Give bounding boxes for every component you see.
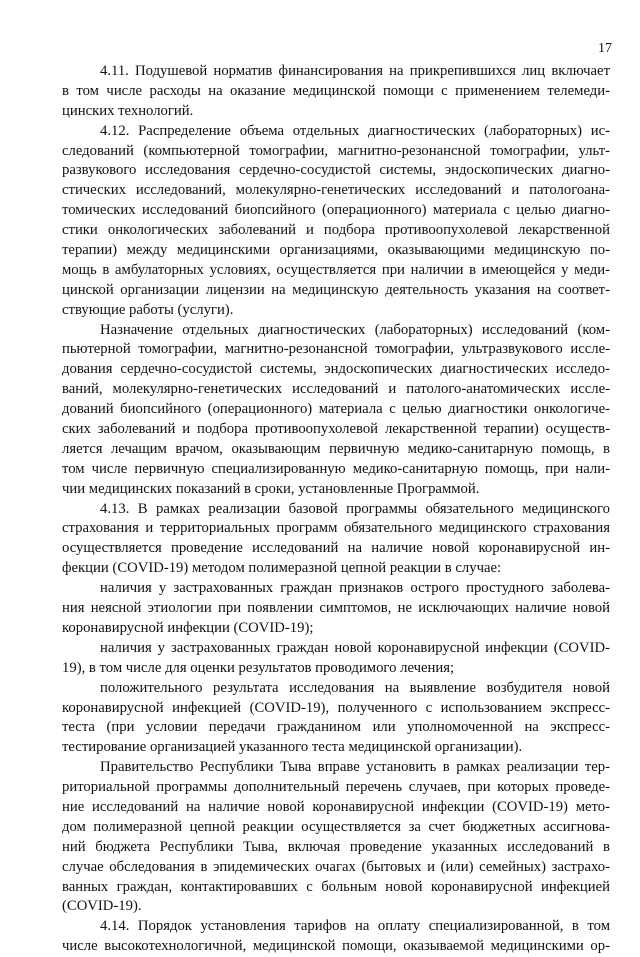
text-line: фекции (COVID-19) методом полимеразной цепной реакции в случае: xyxy=(62,560,502,577)
text-line: ствующие работы (услуги). xyxy=(62,301,234,318)
text-line: терапии) между медицинскими организациями, оказывающими медицинскую по- xyxy=(62,242,610,259)
text-line: 4.12. Распределение объема отдельных диагностических (лабораторных) ис- xyxy=(100,122,610,139)
page-number: 17 xyxy=(598,41,612,56)
text-line: ния неясной этиологии при появлении симптомов, не исключающих наличие новой xyxy=(62,600,610,617)
text-line: теста (при условии передачи гражданином или уполномоченной на экспресс- xyxy=(62,719,610,736)
text-line: риториальной программы дополнительный перечень случаев, при которых проведе- xyxy=(62,779,610,796)
text-line: (COVID-19). xyxy=(62,898,142,915)
text-line: 4.14. Порядок установления тарифов на оплату специализированной, в том xyxy=(100,918,610,935)
text-line: ванных граждан, контактировавших с больным новой коронавирусной инфекцией xyxy=(62,878,610,895)
text-line: коронавирусной инфекции (COVID-19); xyxy=(62,619,314,636)
text-line: ние исследований на наличие новой коронавирусной инфекции (COVID-19) мето- xyxy=(62,798,610,815)
text-line: наличия у застрахованных граждан признаков острого простудного заболева- xyxy=(100,580,610,597)
text-line: в том числе расходы на оказание медицинской помощи с применением телемеди- xyxy=(62,82,610,99)
text-line: Правительство Республики Тыва вправе установить в рамках реализации тер- xyxy=(100,759,610,776)
text-line: 4.11. Подушевой норматив финансирования на прикрепившихся лиц включает xyxy=(100,63,610,79)
text-line: Назначение отдельных диагностических (лабораторных) исследований (ком- xyxy=(100,321,610,338)
text-line: пьютерной томографии, магнитно-резонансной томографии, ультразвукового иссле- xyxy=(62,341,610,358)
text-line: развукового исследования сердечно-сосудистой системы, эндоскопических диагно- xyxy=(62,162,610,179)
text-line: цинских технологий. xyxy=(62,102,194,119)
text-line: тестирование организацией указанного теста медицинской организации). xyxy=(62,739,523,756)
text-line: том числе первичную специализированную медико-санитарную помощь, при нали- xyxy=(62,460,610,477)
text-line: ляется лечащим врачом, оказывающим первичную медико-санитарную помощь, в xyxy=(62,440,610,457)
text-line: числе высокотехнологичной, медицинской помощи, оказываемой медицинскими ор- xyxy=(62,938,610,955)
text-line: мощь в амбулаторных условиях, осуществляется при наличии в имеющейся у меди- xyxy=(62,261,610,278)
text-line: цинской организации лицензии на медицинскую деятельность указания на соответ- xyxy=(62,281,610,298)
text-line: страхования и территориальных программ обязательного медицинского страхования xyxy=(62,520,610,537)
text-line: стических исследований, молекулярно-генетических исследований и патологоана- xyxy=(62,182,610,199)
text-line: коронавирусной инфекцией (COVID-19), полученного с использованием экспресс- xyxy=(62,699,610,716)
text-line: ваний, молекулярно-генетических исследований и патолого-анатомических иссле- xyxy=(62,381,610,398)
text-line: стики онкологических заболеваний и подбора противоопухолевой лекарственной xyxy=(62,222,610,239)
text-line: 19), в том числе для оценки результатов проводимого лечения; xyxy=(62,659,455,676)
text-line: томических исследований биопсийного (операционного) материала с целью диагно- xyxy=(62,202,610,219)
text-line: дований биопсийного (операционного) материала с целью диагностики онкологиче- xyxy=(62,401,610,418)
text-line: 4.13. В рамках реализации базовой программы обязательного медицинского xyxy=(100,500,610,517)
text-line: дования сердечно-сосудистой системы, эндоскопических диагностических исследо- xyxy=(62,361,610,378)
text-line: ских заболеваний и подбора противоопухолевой лекарственной терапии) осуществ- xyxy=(62,421,610,438)
text-line: ний бюджета Республики Тыва, включая проведение указанных исследований в xyxy=(62,838,610,855)
text-line: случае обследования в эпидемических очагах (бытовых и (или) семейных) застрахо- xyxy=(62,858,610,875)
document-body xyxy=(62,62,610,957)
text-line: чии медицинских показаний в сроки, установленные Программой. xyxy=(62,480,480,497)
text-line: наличия у застрахованных граждан новой коронавирусной инфекции (COVID- xyxy=(100,639,610,656)
text-line: следований (компьютерной томографии, магнитно-резонансной томографии, ульт- xyxy=(62,142,610,159)
text-line: осуществляется проведение исследований на наличие новой коронавирусной ин- xyxy=(62,540,610,557)
text-line: положительного результата исследования на выявление возбудителя новой xyxy=(100,679,610,696)
text-line: дом полимеразной цепной реакции осуществляется за счет бюджетных ассигнова- xyxy=(62,818,610,835)
